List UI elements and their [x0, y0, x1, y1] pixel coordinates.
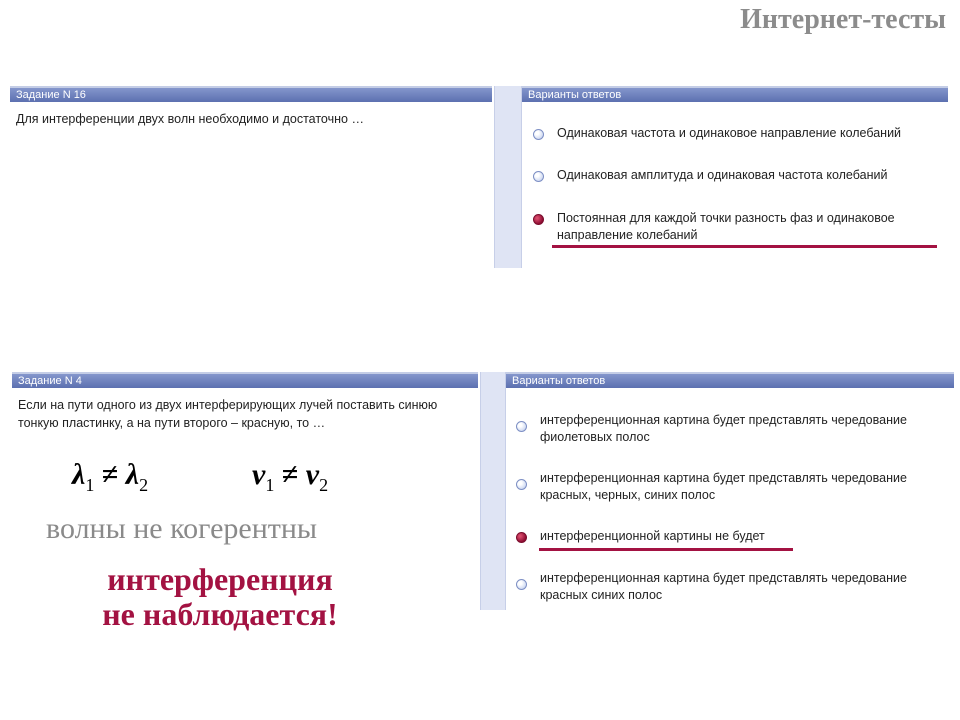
- conclusion-line-2: не наблюдается!: [102, 596, 338, 632]
- lambda-inequality: $\lambda_1 \ne \lambda_2$: [72, 458, 149, 495]
- answer2-option-1-label: интерференционная картина будет представлять чередование фиолетовых полос: [540, 413, 907, 444]
- radio-button[interactable]: [533, 129, 544, 140]
- task2-question: Если на пути одного из двух интерферирующих лучей поставить синюю тонкую пластинку, а на пути второго – красную, то …: [18, 398, 438, 430]
- slide-title: Интернет-тесты: [740, 4, 946, 35]
- not-coherent-note: волны не когерентны: [46, 512, 318, 545]
- frequency-inequality: $\nu_1 \ne \nu_2$: [252, 458, 329, 495]
- conclusion-line-1: интерференция: [107, 561, 333, 597]
- task1-scrollbar[interactable]: [494, 86, 522, 268]
- radio-button[interactable]: [516, 579, 527, 590]
- radio-button[interactable]: [533, 171, 544, 182]
- radio-button-selected[interactable]: [516, 532, 527, 543]
- answer2-highlight-underline: [539, 548, 793, 551]
- radio-button[interactable]: [516, 479, 527, 490]
- task1-header: Задание N 16: [10, 86, 492, 102]
- answer1-highlight-underline: [552, 245, 937, 248]
- answer1-option-1-label: Одинаковая частота и одинаковое направление колебаний: [557, 126, 902, 140]
- answer1-option-2-label: Одинаковая амплитуда и одинаковая частота колебаний: [557, 168, 888, 182]
- answer2-option-2[interactable]: [516, 470, 936, 504]
- answer2-option-3-label: интерференционной картины не будет: [540, 529, 765, 543]
- answers1-header: Варианты ответов: [522, 86, 948, 102]
- answer2-option-2-label: интерференционная картина будет представлять чередование красных, черных, синих полос: [540, 471, 907, 502]
- answer1-option-1[interactable]: [533, 125, 943, 142]
- answer1-option-3-label: Постоянная для каждой точки разность фаз и одинаковое направление колебаний: [557, 211, 895, 242]
- conclusion-note: [60, 562, 380, 632]
- radio-button[interactable]: [516, 421, 527, 432]
- task2-header: Задание N 4: [12, 372, 478, 388]
- answer1-option-3[interactable]: [533, 210, 943, 244]
- task1-panel: [10, 86, 492, 268]
- answer1-option-2[interactable]: [533, 167, 943, 184]
- answers2-header: Варианты ответов: [506, 372, 954, 388]
- radio-button-selected[interactable]: [533, 214, 544, 225]
- task1-question: Для интерференции двух волн необходимо и достаточно …: [16, 112, 364, 126]
- answer2-option-3[interactable]: [516, 528, 936, 545]
- task2-scrollbar[interactable]: [480, 372, 506, 610]
- answer2-option-1[interactable]: [516, 412, 936, 446]
- answer2-option-4-label: интерференционная картина будет представлять чередование красных синих полос: [540, 571, 907, 602]
- answer2-option-4[interactable]: [516, 570, 936, 604]
